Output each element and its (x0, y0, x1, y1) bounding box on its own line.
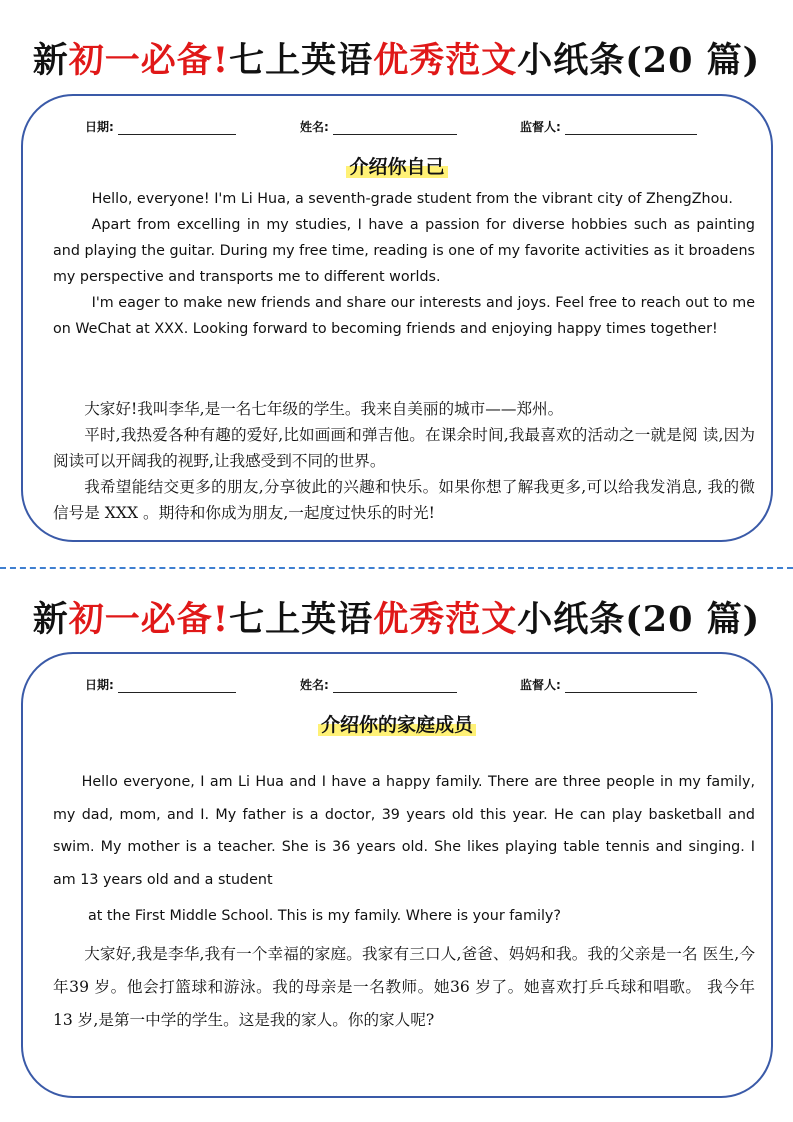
english-paragraph: Hello, everyone! I'm Li Hua, a seventh-grade student from the vibrant city of ZhengZhou. (91, 191, 733, 207)
essay-card-2 (21, 652, 773, 1098)
page-title-bottom (0, 592, 793, 642)
essay-title-text: 介绍你自己 (346, 156, 447, 178)
name-field[interactable] (300, 118, 457, 135)
english-paragraph: at the First Middle School. This is my family. Where is your family? (88, 908, 561, 924)
essay-2-chinese (53, 938, 755, 1037)
english-paragraph: Apart from excelling in my studies, I have a passion for diverse hobbies such as painting and playing the guitar. During my free time, reading is one of my favorite activities as it broadens my perspective and transports me to different worlds. (53, 217, 755, 285)
essay-card-1 (21, 94, 773, 542)
essay-title-1 (23, 152, 771, 179)
name-field[interactable] (300, 676, 457, 693)
date-label: 日期: (85, 678, 114, 692)
dashed-divider (0, 567, 793, 569)
date-label: 日期: (85, 120, 114, 134)
supervisor-label: 监督人: (520, 678, 561, 692)
supervisor-field[interactable] (520, 676, 697, 693)
fields-row (23, 118, 771, 138)
english-paragraph: Hello everyone, I am Li Hua and I have a happy family. There are three people in my family, my dad, mom, and I. My father is a doctor, 39 years old this year. He can play basketball and swim. My mother is a teacher. She is 36 years old. She likes playing table tennis and singing. I am 13 years old and a student (53, 774, 755, 888)
title-part-4: 优秀范文 (373, 599, 518, 640)
title-part-1: 新 (32, 40, 69, 81)
title-part-5: 小纸条(20 篇) (517, 599, 761, 640)
chinese-paragraph: 平时,我热爱各种有趣的爱好,比如画画和弹吉他。在课余时间,我最喜欢的活动之一就是阅 读,因为阅读可以开阔我的视野,让我感受到不同的世界。 (53, 426, 755, 470)
title-part-3: 七上英语 (229, 40, 374, 81)
supervisor-line[interactable] (565, 680, 697, 693)
date-field[interactable] (85, 118, 236, 135)
name-line[interactable] (333, 680, 457, 693)
supervisor-field[interactable] (520, 118, 697, 135)
name-line[interactable] (333, 122, 457, 135)
chinese-paragraph: 大家好!我叫李华,是一名七年级的学生。我来自美丽的城市——郑州。 (84, 400, 564, 418)
title-part-2: 初一必备! (68, 599, 230, 640)
date-line[interactable] (118, 680, 236, 693)
supervisor-label: 监督人: (520, 120, 561, 134)
essay-title-2 (23, 710, 771, 737)
english-paragraph: I'm eager to make new friends and share our interests and joys. Feel free to reach out to me on WeChat at XXX. Looking forward to becoming friends and enjoying happy times together! (53, 295, 755, 337)
supervisor-line[interactable] (565, 122, 697, 135)
essay-1-chinese (53, 396, 755, 526)
name-label: 姓名: (300, 678, 329, 692)
date-field[interactable] (85, 676, 236, 693)
essay-2-english (53, 766, 755, 933)
title-part-4: 优秀范文 (373, 40, 518, 81)
page-title-top (0, 33, 793, 83)
essay-1-english (53, 186, 755, 342)
chinese-paragraph: 我希望能结交更多的朋友,分享彼此的兴趣和快乐。如果你想了解我更多,可以给我发消息, 我的微信号是 XXX 。期待和你成为朋友,一起度过快乐的时光! (53, 478, 755, 522)
title-part-2: 初一必备! (68, 40, 230, 81)
chinese-paragraph: 大家好,我是李华,我有一个幸福的家庭。我家有三口人,爸爸、妈妈和我。我的父亲是一名 医生,今年39 岁。他会打篮球和游泳。我的母亲是一名教师。她36 岁了。她喜欢打乒乓球和唱歌。 我今年 13 岁,是第一中学的学生。这是我的家人。你的家人呢? (53, 945, 755, 1029)
date-line[interactable] (118, 122, 236, 135)
title-part-5: 小纸条(20 篇) (517, 40, 761, 81)
name-label: 姓名: (300, 120, 329, 134)
fields-row (23, 676, 771, 696)
essay-title-text: 介绍你的家庭成员 (318, 714, 476, 736)
title-part-1: 新 (32, 599, 69, 640)
title-part-3: 七上英语 (229, 599, 374, 640)
